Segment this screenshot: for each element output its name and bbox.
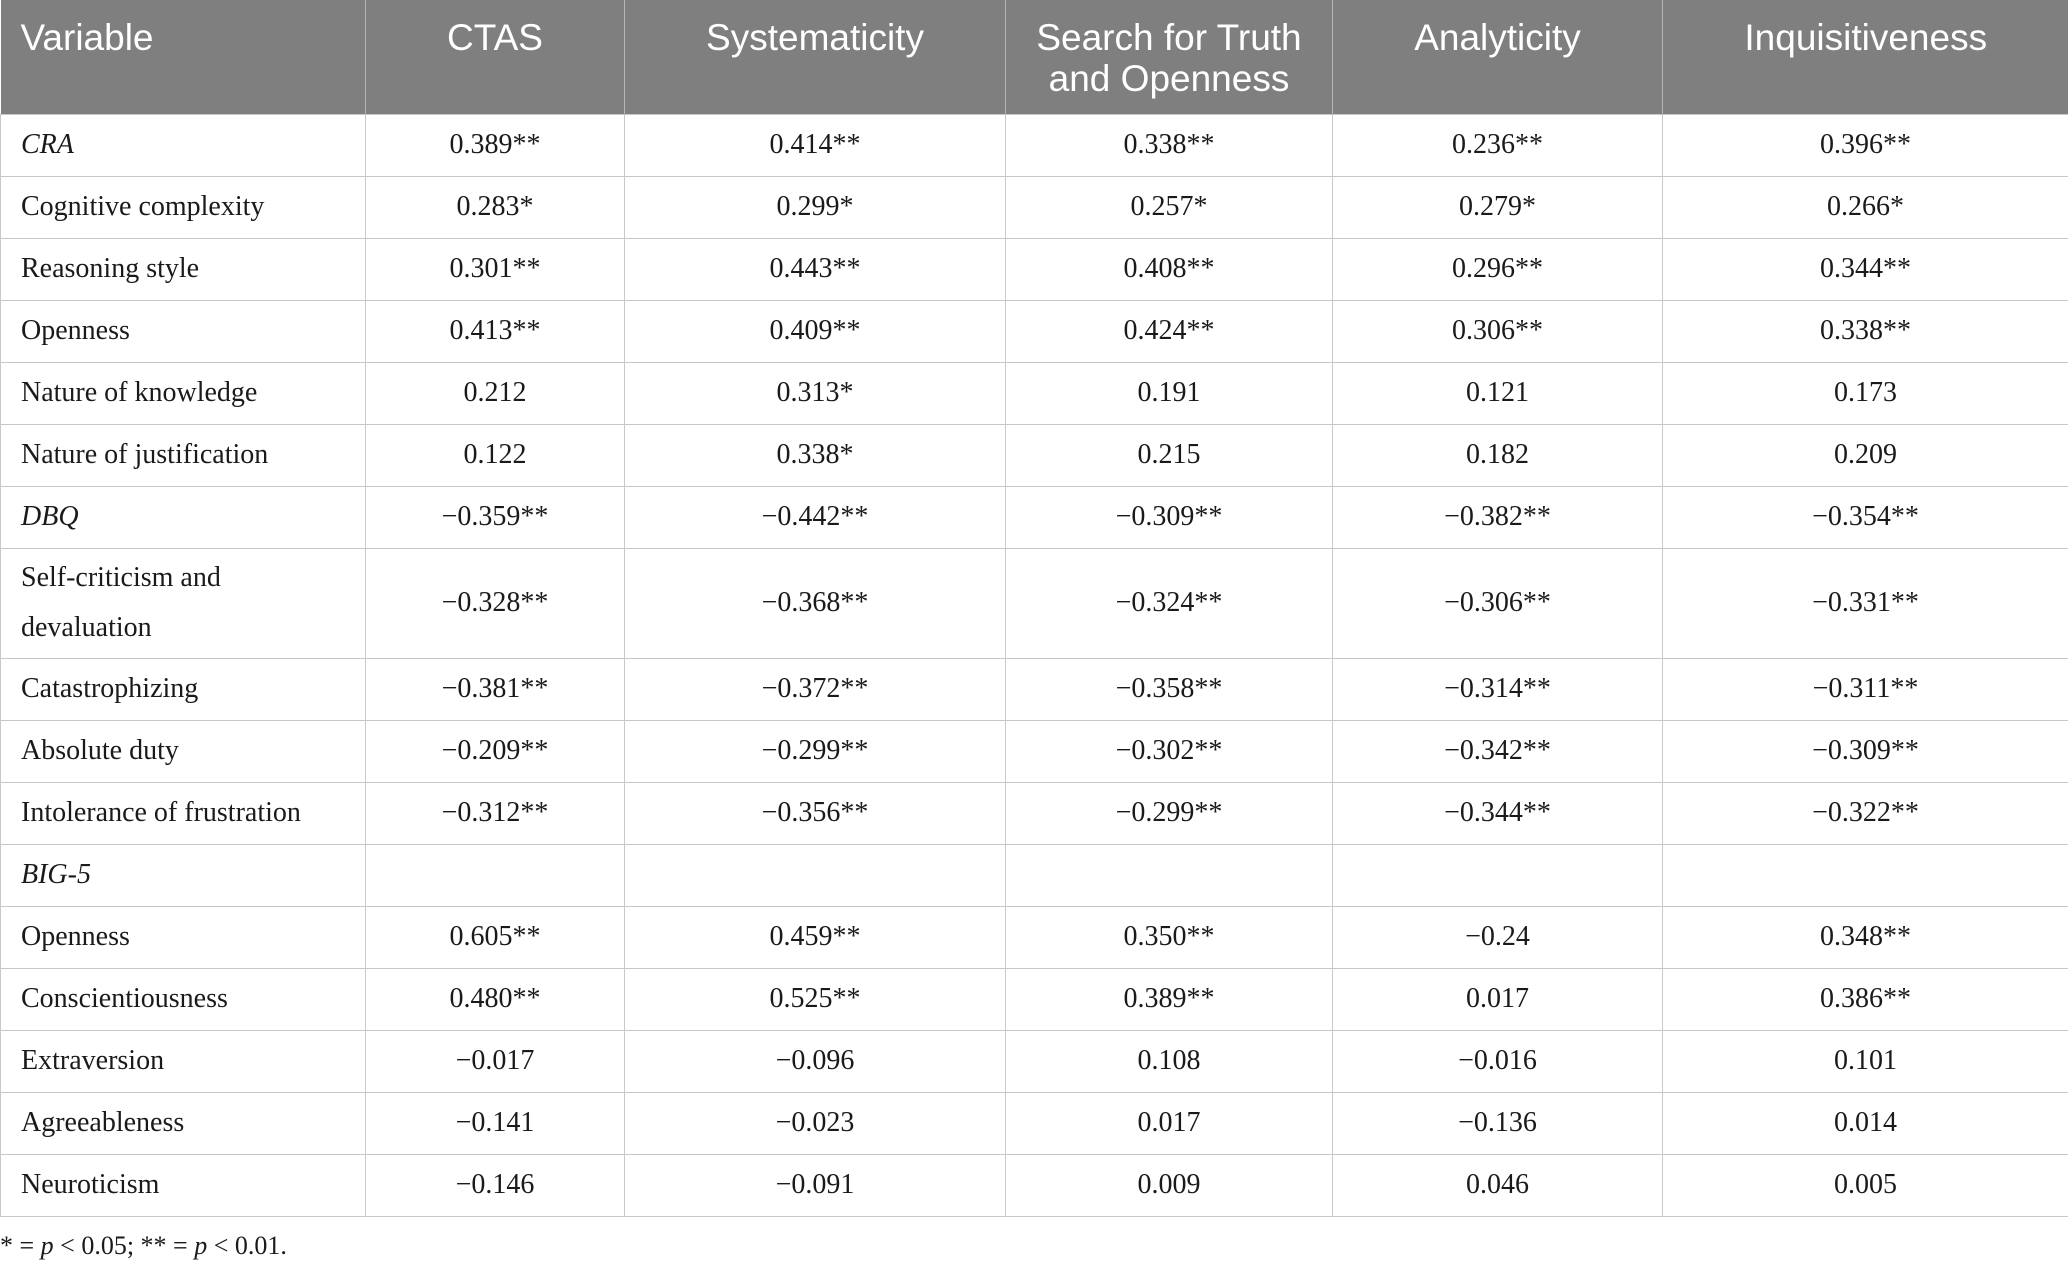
cell-value: 0.005: [1663, 1154, 2068, 1216]
cell-value: 0.605**: [366, 906, 625, 968]
cell-value: −0.141: [366, 1092, 625, 1154]
cell-value: 0.108: [1006, 1030, 1333, 1092]
cell-value: 0.443**: [625, 238, 1006, 300]
cell-value: 0.350**: [1006, 906, 1333, 968]
cell-value: −0.299**: [1006, 782, 1333, 844]
header-row: [1, 0, 2068, 114]
cell-value: −0.017: [366, 1030, 625, 1092]
cell-value: −0.324**: [1006, 548, 1333, 658]
cell-value: 0.182: [1333, 424, 1663, 486]
cell-value: [625, 844, 1006, 906]
cell-value: −0.314**: [1333, 658, 1663, 720]
cell-value: −0.091: [625, 1154, 1006, 1216]
table-row: [1, 176, 2068, 238]
cell-value: 0.257*: [1006, 176, 1333, 238]
cell-value: 0.480**: [366, 968, 625, 1030]
cell-value: −0.381**: [366, 658, 625, 720]
cell-value: 0.389**: [1006, 968, 1333, 1030]
cell-value: 0.408**: [1006, 238, 1333, 300]
row-label: Catastrophizing: [1, 658, 366, 720]
cell-value: 0.283*: [366, 176, 625, 238]
row-label: BIG-5: [1, 844, 366, 906]
header-search-for-truth: Search for Truth and Openness: [1006, 0, 1333, 114]
cell-value: −0.356**: [625, 782, 1006, 844]
table-row: [1, 968, 2068, 1030]
header-inquisitiveness: Inquisitiveness: [1663, 0, 2068, 114]
cell-value: −0.372**: [625, 658, 1006, 720]
row-label: Nature of knowledge: [1, 362, 366, 424]
cell-value: −0.016: [1333, 1030, 1663, 1092]
cell-value: 0.279*: [1333, 176, 1663, 238]
row-label: Agreeableness: [1, 1092, 366, 1154]
cell-value: [1006, 844, 1333, 906]
cell-value: −0.328**: [366, 548, 625, 658]
cell-value: −0.382**: [1333, 486, 1663, 548]
cell-value: 0.389**: [366, 114, 625, 176]
header-analyticity: Analyticity: [1333, 0, 1663, 114]
cell-value: −0.136: [1333, 1092, 1663, 1154]
cell-value: 0.344**: [1663, 238, 2068, 300]
row-label: Extraversion: [1, 1030, 366, 1092]
table-row: [1, 844, 2068, 906]
cell-value: 0.306**: [1333, 300, 1663, 362]
table-row: [1, 720, 2068, 782]
cell-value: 0.215: [1006, 424, 1333, 486]
table-row: [1, 362, 2068, 424]
row-label: Openness: [1, 300, 366, 362]
row-label: Openness: [1, 906, 366, 968]
cell-value: −0.24: [1333, 906, 1663, 968]
table-row: [1, 424, 2068, 486]
row-label: DBQ: [1, 486, 366, 548]
cell-value: −0.299**: [625, 720, 1006, 782]
cell-value: −0.312**: [366, 782, 625, 844]
table-body: [1, 114, 2068, 1216]
cell-value: 0.413**: [366, 300, 625, 362]
cell-value: −0.322**: [1663, 782, 2068, 844]
cell-value: 0.338**: [1006, 114, 1333, 176]
cell-value: 0.266*: [1663, 176, 2068, 238]
cell-value: 0.212: [366, 362, 625, 424]
table-row: [1, 300, 2068, 362]
header-ctas: CTAS: [366, 0, 625, 114]
cell-value: −0.311**: [1663, 658, 2068, 720]
cell-value: −0.359**: [366, 486, 625, 548]
cell-value: 0.014: [1663, 1092, 2068, 1154]
row-label: Self-criticism and devaluation: [1, 548, 366, 658]
footnote-part-2: < 0.05; ** =: [53, 1231, 195, 1260]
cell-value: 0.046: [1333, 1154, 1663, 1216]
row-label: CRA: [1, 114, 366, 176]
cell-value: 0.348**: [1663, 906, 2068, 968]
cell-value: 0.296**: [1333, 238, 1663, 300]
cell-value: −0.342**: [1333, 720, 1663, 782]
cell-value: 0.338*: [625, 424, 1006, 486]
cell-value: 0.236**: [1333, 114, 1663, 176]
cell-value: −0.096: [625, 1030, 1006, 1092]
table-row: [1, 658, 2068, 720]
row-label: Reasoning style: [1, 238, 366, 300]
row-label: Conscientiousness: [1, 968, 366, 1030]
cell-value: 0.409**: [625, 300, 1006, 362]
cell-value: 0.525**: [625, 968, 1006, 1030]
cell-value: −0.209**: [366, 720, 625, 782]
cell-value: 0.017: [1006, 1092, 1333, 1154]
footnote-part-3: < 0.01.: [207, 1231, 287, 1260]
cell-value: 0.209: [1663, 424, 2068, 486]
cell-value: −0.302**: [1006, 720, 1333, 782]
cell-value: 0.101: [1663, 1030, 2068, 1092]
cell-value: 0.396**: [1663, 114, 2068, 176]
cell-value: 0.009: [1006, 1154, 1333, 1216]
table-row: [1, 486, 2068, 548]
cell-value: 0.191: [1006, 362, 1333, 424]
cell-value: −0.368**: [625, 548, 1006, 658]
table-row: [1, 548, 2068, 658]
footnote-part-1: * =: [0, 1231, 41, 1260]
cell-value: −0.331**: [1663, 548, 2068, 658]
table-footnote: [0, 1230, 287, 1262]
row-label: Absolute duty: [1, 720, 366, 782]
table-row: [1, 906, 2068, 968]
cell-value: 0.122: [366, 424, 625, 486]
cell-value: −0.358**: [1006, 658, 1333, 720]
cell-value: −0.023: [625, 1092, 1006, 1154]
footnote-p-1: p: [40, 1231, 54, 1260]
cell-value: [1333, 844, 1663, 906]
cell-value: −0.309**: [1663, 720, 2068, 782]
row-label: Cognitive complexity: [1, 176, 366, 238]
header-systematicity: Systematicity: [625, 0, 1006, 114]
header-variable: Variable: [1, 0, 366, 114]
footnote-p-2: p: [194, 1231, 208, 1260]
cell-value: −0.344**: [1333, 782, 1663, 844]
table-row: [1, 238, 2068, 300]
row-label: Intolerance of frustration: [1, 782, 366, 844]
table-row: [1, 782, 2068, 844]
cell-value: 0.386**: [1663, 968, 2068, 1030]
cell-value: 0.299*: [625, 176, 1006, 238]
cell-value: 0.424**: [1006, 300, 1333, 362]
cell-value: 0.301**: [366, 238, 625, 300]
cell-value: 0.017: [1333, 968, 1663, 1030]
cell-value: 0.338**: [1663, 300, 2068, 362]
row-label: Neuroticism: [1, 1154, 366, 1216]
table-row: [1, 1154, 2068, 1216]
cell-value: −0.442**: [625, 486, 1006, 548]
cell-value: 0.173: [1663, 362, 2068, 424]
table-row: [1, 1030, 2068, 1092]
cell-value: 0.313*: [625, 362, 1006, 424]
cell-value: 0.414**: [625, 114, 1006, 176]
cell-value: 0.459**: [625, 906, 1006, 968]
row-label: Nature of justification: [1, 424, 366, 486]
cell-value: −0.306**: [1333, 548, 1663, 658]
cell-value: [366, 844, 625, 906]
table-row: [1, 1092, 2068, 1154]
table-header: [1, 0, 2068, 114]
cell-value: [1663, 844, 2068, 906]
cell-value: −0.146: [366, 1154, 625, 1216]
table-row: [1, 114, 2068, 176]
cell-value: −0.354**: [1663, 486, 2068, 548]
cell-value: −0.309**: [1006, 486, 1333, 548]
cell-value: 0.121: [1333, 362, 1663, 424]
